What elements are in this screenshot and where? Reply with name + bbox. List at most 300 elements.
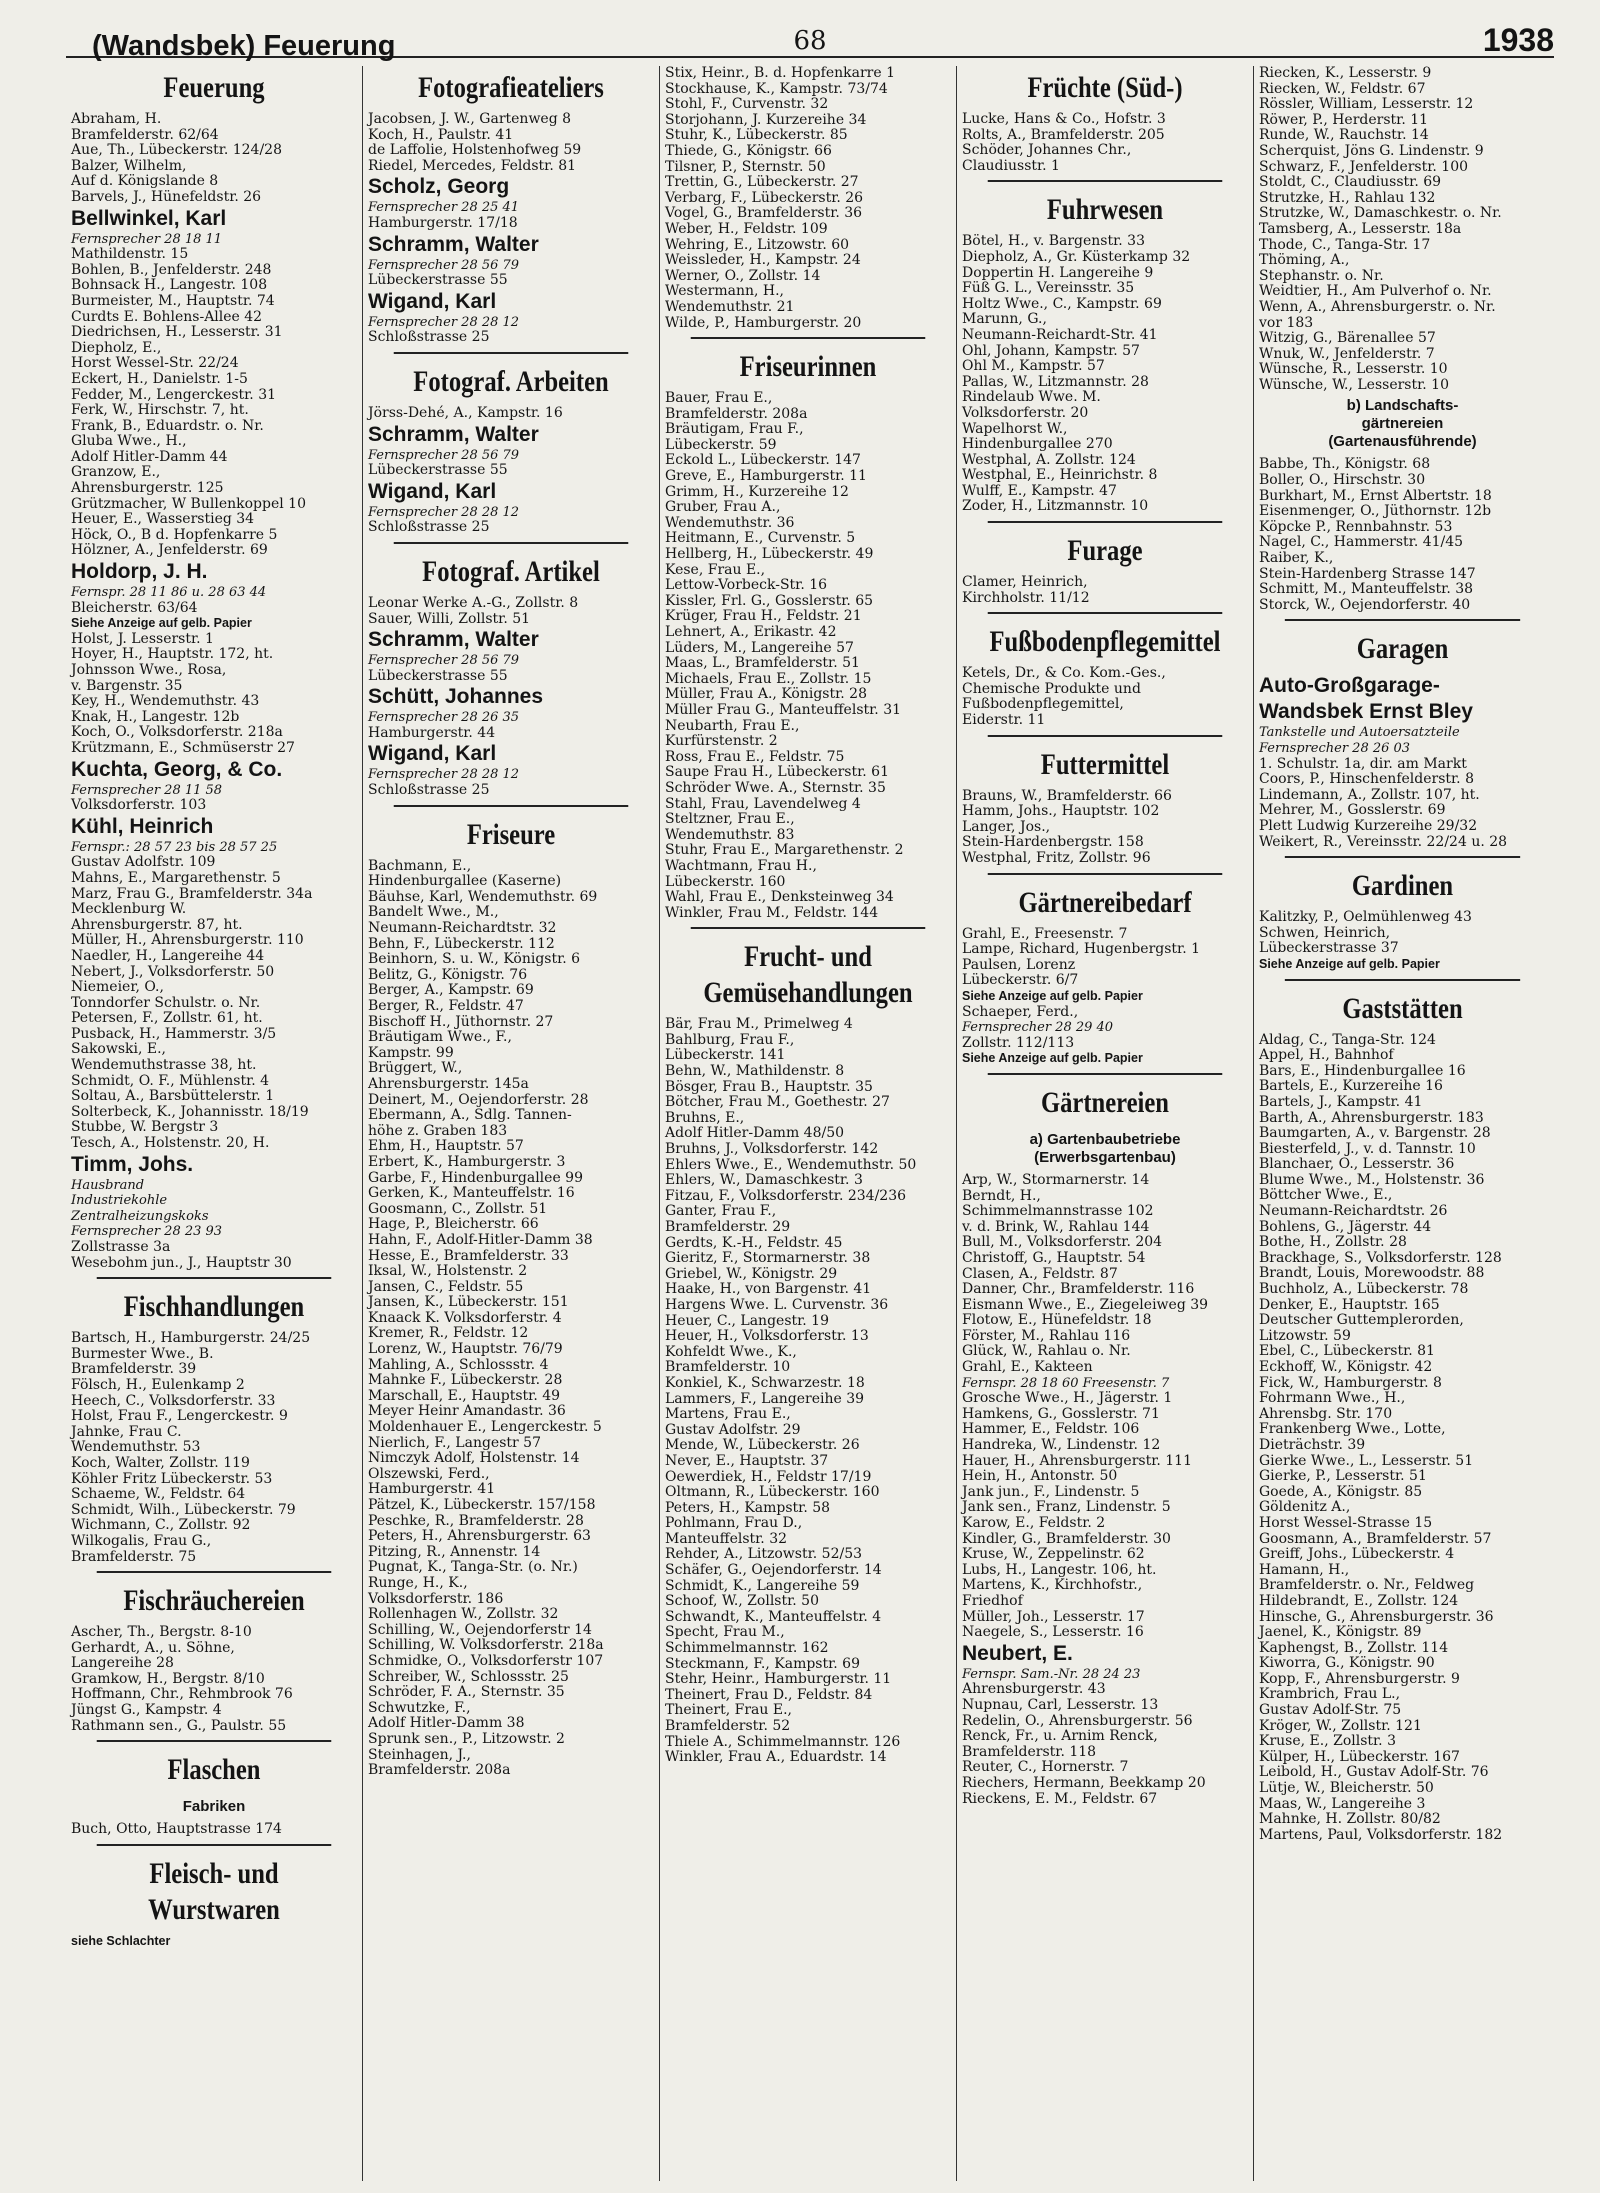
directory-entry: Schmidt, K., Langereihe 59 (665, 1577, 860, 1594)
section-subheading: Fabriken (182, 1798, 246, 1816)
section (368, 542, 654, 799)
directory-entry: Stuhr, Frau E., Margarethenstr. 2 (665, 842, 904, 859)
section (1259, 619, 1546, 850)
page-header (66, 16, 1554, 62)
directory-entry: Bachmann, E., Hindenburgallee (Kaserne) (368, 857, 562, 890)
directory-entry: Verbarg, F., Lübeckerstr. 26 (665, 189, 864, 206)
directory-entry: Gieritz, F., Stormarnerstr. 38 (665, 1250, 871, 1267)
section-heading: Fotograf. Artikel (394, 542, 629, 596)
directory-entry: Bräutigam Wwe., F., Kampstr. 99 (368, 1029, 512, 1061)
directory-entry: Bischoff H., Jüthornstr. 27 (368, 1013, 554, 1030)
directory-entry: Lehnert, A., Erikastr. 42 (665, 624, 837, 640)
directory-entry: Martens, Paul, Volksdorferstr. 182 (1259, 1826, 1503, 1843)
directory-entry: Jaenel, K., Königstr. 89 (1259, 1624, 1422, 1641)
directory-entry: Aue, Th., Lübeckerstr. 124/28 (71, 142, 282, 159)
featured-entry: Auto-Großgarage- Wandsbek Ernst Bley (1259, 674, 1473, 724)
directory-entry: Eismann Wwe., E., Ziegeleiweg 39 (962, 1296, 1209, 1313)
directory-entry: Diedrichsen, H., Lesserstr. 31 (71, 324, 283, 341)
directory-entry: Holst, Frau F., Lengerckestr. 9 (71, 1408, 288, 1425)
directory-entry: Garbe, F., Hindenburgallee 99 (368, 1169, 583, 1186)
directory-entry: Peschke, R., Bramfelderstr. 28 (368, 1512, 584, 1529)
directory-entry: Mende, W., Lübeckerstr. 26 (665, 1437, 860, 1454)
directory-entry: Thöming, A., Stephanstr. o. Nr. (1259, 252, 1384, 284)
directory-entry: Hamann, H., Bramfelderstr. o. Nr., Feldweg (1259, 1561, 1475, 1594)
directory-entry: Schmidt, O. F., Mühlenstr. 4 (71, 1072, 270, 1089)
directory-entry: Neubarth, Frau E., Kurfürstenstr. 2 (665, 717, 800, 750)
directory-entry: Hölzner, A., Jenfelderstr. 69 (71, 542, 268, 559)
section-heading: Fotograf. Arbeiten (394, 352, 629, 406)
directory-entry: Belitz, G., Königstr. 76 (368, 966, 528, 983)
directory-entry: Bohlen, B., Jenfelderstr. 248 (71, 261, 272, 278)
directory-entry: Lorenz, W., Hauptstr. 76/79 (368, 1341, 563, 1358)
directory-entry: Pusback, H., Hammerstr. 3/5 (71, 1025, 277, 1042)
directory-entry: Nimczyk Adolf, Holstenstr. 14 (368, 1450, 580, 1467)
directory-entry: Pugnat, K., Tanga-Str. (o. Nr.) (368, 1559, 578, 1576)
directory-entry: Key, H., Wendemuthstr. 43 (71, 693, 260, 710)
directory-entry: Maas, L., Bramfelderstr. 51 (665, 655, 860, 672)
directory-entry: Moldenhauer E., Lengerckestr. 5 (368, 1419, 602, 1436)
directory-entry: Bär, Frau M., Primelweg 4 (665, 1016, 853, 1033)
directory-entry: Grosche Wwe., H., Jägerstr. 1 (962, 1390, 1173, 1407)
directory-entry: Wulff, E., Kampstr. 47 (962, 482, 1117, 499)
directory-entry: Fölsch, H., Eulenkamp 2 (71, 1376, 245, 1393)
directory-entry: Eckhoff, W., Königstr. 42 (1259, 1359, 1433, 1375)
directory-entry: Zollstrasse 3a (71, 1239, 171, 1255)
directory-entry: Goosmann, C., Zollstr. 51 (368, 1200, 548, 1217)
directory-entry: Schwarz, F., Jenfelderstr. 100 (1259, 158, 1469, 175)
directory-entry: Riedel, Mercedes, Feldstr. 81 (368, 157, 577, 174)
section-heading: Flaschen (97, 1740, 332, 1794)
directory-entry: Runde, W., Rauchstr. 14 (1259, 127, 1429, 144)
directory-entry: Redelin, O., Ahrensburgerstr. 56 (962, 1712, 1193, 1729)
directory-entry: Aldag, C., Tanga-Str. 124 (1259, 1031, 1436, 1048)
directory-entry: Jansen, C., Feldstr. 55 (368, 1278, 524, 1295)
directory-entry: Coors, P., Hinschenfelderstr. 8 (1259, 771, 1474, 788)
directory-entry: Haake, H., von Bargenstr. 41 (665, 1281, 872, 1298)
directory-entry: Burmeister, M., Hauptstr. 74 (71, 292, 275, 309)
directory-entry: Fernsprecher 28 26 35 (368, 710, 520, 726)
directory-entry: Lütje, W., Bleicherstr. 50 (1259, 1780, 1434, 1797)
directory-entry: Pätzel, K., Lübeckerstr. 157/158 (368, 1497, 596, 1513)
directory-entry: Kröger, W., Zollstr. 121 (1259, 1717, 1422, 1734)
directory-entry: Eisenmenger, O., Jüthornstr. 12b (1259, 503, 1492, 520)
directory-entry: Hammer, E., Feldstr. 106 (962, 1421, 1140, 1438)
section-heading: Frucht- und Gemüsehandlungen (691, 927, 926, 1017)
directory-entry: Grahl, E., Freesenstr. 7 (962, 925, 1128, 942)
directory-entry: Stix, Heinr., B. d. Hopfenkarre 1 (665, 66, 895, 81)
directory-entry: Marschall, E., Hauptstr. 49 (368, 1387, 561, 1404)
directory-entry: Niemeier, O., Tonndorfer Schulstr. o. Nr. (71, 979, 261, 1011)
directory-entry: Marunn, G., Neumann-Reichardt-Str. 41 (962, 311, 1158, 343)
directory-entry: Brackhage, S., Volksdorferstr. 128 (1259, 1249, 1502, 1266)
directory-entry: Gruber, Frau A., Wendemuthstr. 36 (665, 499, 795, 531)
directory-entry: Schröder Wwe. A., Sternstr. 35 (665, 779, 886, 796)
directory-entry: Leonar Werke A.-G., Zollstr. 8 (368, 594, 579, 611)
directory-entry: Erbert, K., Hamburgerstr. 3 (368, 1153, 566, 1170)
directory-entry: Lammers, F., Langereihe 39 (665, 1390, 865, 1407)
directory-entry: Hesse, E., Bramfelderstr. 33 (368, 1247, 569, 1264)
directory-entry: Rindelaub Wwe. M. Volksdorferstr. 20 (962, 389, 1101, 421)
featured-entry: Kuchta, Georg, & Co. (71, 757, 283, 781)
directory-entry: Bruhns, E., Adolf Hitler-Damm 48/50 (665, 1109, 845, 1142)
featured-entry: Neubert, E. (962, 1641, 1073, 1665)
directory-entry: Weissleder, H., Kampstr. 24 (665, 252, 861, 269)
featured-entry: Schramm, Walter (368, 232, 539, 256)
featured-entry: Schramm, Walter (368, 422, 539, 446)
directory-entry: Bohlens, G., Jägerstr. 44 (1259, 1218, 1432, 1235)
directory-entry: Clamer, Heinrich, Kirchholstr. 11/12 (962, 574, 1090, 606)
directory-entry: Füß G. L., Vereinsstr. 35 (962, 280, 1135, 297)
column-1 (66, 66, 363, 2181)
section (368, 805, 654, 1779)
directory-entry: Lüders, M., Langereihe 57 (665, 639, 854, 656)
directory-entry: Johnsson Wwe., Rosa, v. Bargenstr. 35 (71, 662, 227, 694)
directory-entry: Buch, Otto, Hauptstrasse 174 (71, 1821, 282, 1838)
directory-entry: Danner, Chr., Bramfelderstr. 116 (962, 1281, 1195, 1298)
section-heading: Furage (988, 521, 1223, 575)
directory-entry: Wichmann, C., Zollstr. 92 (71, 1517, 251, 1534)
directory-entry: Flotow, E., Hünefeldstr. 18 (962, 1312, 1152, 1329)
column-4 (957, 66, 1254, 2181)
directory-entry: Peters, H., Kampstr. 58 (665, 1499, 831, 1516)
section-heading: Feuerung (163, 71, 265, 104)
directory-entry: Hauer, H., Ahrensburgerstr. 111 (962, 1452, 1192, 1469)
directory-entry: Lübeckerstrasse 55 (368, 462, 508, 479)
directory-entry: Runge, H., K., Volksdorferstr. 186 (368, 1574, 504, 1607)
directory-entry: Bruhns, J., Volksdorferstr. 142 (665, 1141, 879, 1158)
directory-entry: Förster, M., Rahlau 116 (962, 1327, 1131, 1344)
directory-entry: Solterbeck, K., Johannisstr. 18/19 (71, 1103, 309, 1120)
section-heading: Gaststätten (1285, 979, 1520, 1033)
directory-entry: Krüger, Frau H., Feldstr. 21 (665, 608, 862, 625)
section (962, 873, 1248, 1067)
column-3 (660, 66, 957, 2181)
directory-entry: Müller, Joh., Lesserstr. 17 (962, 1608, 1145, 1625)
directory-entry: Schwen, Heinrich, Lübeckerstrasse 37 (1259, 924, 1399, 957)
directory-entry: Goede, A., Königstr. 85 (1259, 1483, 1423, 1500)
directory-entry: Weber, H., Feldstr. 109 (665, 220, 828, 237)
directory-entry: Wahl, Frau E., Denksteinweg 34 (665, 889, 894, 906)
directory-entry: Steinhagen, J., Bramfelderstr. 208a (368, 1746, 511, 1779)
directory-entry: Hinsche, G., Ahrensburgerstr. 36 (1259, 1608, 1494, 1625)
directory-entry: Westphal, Fritz, Zollstr. 96 (962, 850, 1151, 866)
directory-entry: Lübeckerstrasse 55 (368, 667, 508, 684)
directory-entry: Bohnsack H., Langestr. 108 (71, 277, 268, 294)
directory-entry: Fernsprecher 28 28 12 (368, 767, 520, 783)
directory-entry: Maas, W., Langereihe 3 (1259, 1795, 1426, 1812)
directory-entry: Schilling, W., Oejendorferstr 14 (368, 1621, 592, 1638)
directory-entry: Stockhause, K., Kampstr. 73/74 (665, 80, 888, 97)
ad-note: siehe Schlachter (71, 1933, 171, 1948)
section (962, 521, 1248, 606)
directory-entry: Trettin, G., Lübeckerstr. 27 (665, 174, 859, 191)
section-heading: Fuhrwesen (988, 180, 1223, 234)
section (1259, 66, 1546, 393)
section-heading: Fischräuchereien (97, 1571, 332, 1625)
featured-entry: Schramm, Walter (368, 628, 539, 652)
section (368, 352, 654, 536)
column-5 (1254, 66, 1551, 2181)
directory-entry: Bleicherstr. 63/64 (71, 599, 198, 616)
directory-entry: Hamburgerstr. 17/18 (368, 214, 518, 231)
section-subheading: b) Landschafts- gärtnereien (Gartenausführende) (1328, 397, 1477, 451)
directory-entry: Jank jun., F., Lindenstr. 5 (962, 1483, 1140, 1500)
directory-entry: Lindemann, A., Zollstr. 107, ht. (1259, 786, 1480, 803)
featured-entry: Wigand, Karl (368, 289, 497, 313)
directory-entry: Ehlers Wwe., E., Wendemuthstr. 50 (665, 1156, 917, 1173)
directory-entry: Winkler, Frau M., Feldstr. 144 (665, 904, 879, 921)
directory-entry: Mehrer, M., Gosslerstr. 69 (1259, 802, 1446, 819)
directory-entry: Mecklenburg W. Ahrensburgerstr. 87, ht. (71, 901, 243, 933)
directory-entry: Fick, W., Hamburgerstr. 8 (1259, 1374, 1442, 1391)
directory-entry: Fernspr. 28 11 86 u. 28 63 44 (71, 585, 267, 601)
featured-entry: Holdorp, J. H. (71, 560, 208, 584)
directory-entry: Wachtmann, Frau H., Lübeckerstr. 160 (665, 857, 817, 890)
directory-entry: v. d. Brink, W., Rahlau 144 (962, 1218, 1150, 1235)
directory-entry: Kopp, F., Ahrensburgerstr. 9 (1259, 1670, 1460, 1687)
directory-entry: Saupe Frau H., Lübeckerstr. 61 (665, 764, 889, 781)
directory-entry: Grützmacher, W Bullenkoppel 10 (71, 495, 306, 512)
directory-entry: Gerhardt, A., u. Söhne, Langereihe 28 (71, 1639, 235, 1672)
directory-entry: Schreiber, W., Schlossstr. 25 (368, 1668, 569, 1685)
directory-entry: Sauer, Willi, Zollstr. 51 (368, 610, 531, 627)
directory-entry: Schaeme, W., Feldstr. 64 (71, 1486, 246, 1503)
directory-entry: Storck, W., Oejendorferstr. 40 (1259, 596, 1471, 613)
directory-entry: Eckert, H., Danielstr. 1-5 (71, 370, 248, 387)
directory-entry: Kiworra, G., Königstr. 90 (1259, 1655, 1435, 1672)
directory-entry: Steltzner, Frau E., Wendemuthstr. 83 (665, 811, 795, 843)
directory-entry: Tesch, A., Holstenstr. 20, H. (71, 1135, 270, 1152)
directory-entry: Paulsen, Lorenz Lübeckerstr. 6/7 (962, 956, 1079, 989)
directory-entry: Grimm, H., Kurzereihe 12 (665, 483, 849, 500)
directory-entry: Diepholz, E., Horst Wessel-Str. 22/24 (71, 339, 239, 372)
directory-entry: Kruse, W., Zeppelinstr. 62 (962, 1546, 1145, 1563)
directory-entry: Denker, E., Hauptstr. 165 (1259, 1296, 1440, 1313)
directory-entry: Martens, Frau E., Gustav Adolfstr. 29 (665, 1406, 801, 1438)
directory-entry: Thode, C., Tanga-Str. 17 (1259, 236, 1431, 253)
directory-entry: Curdts E. Bohlens-Allee 42 (71, 308, 263, 325)
directory-entry: Lucke, Hans & Co., Hofstr. 3 (962, 111, 1166, 127)
section (71, 1277, 357, 1565)
directory-entry: Gierke Wwe., L., Lesserstr. 51 (1259, 1452, 1474, 1469)
directory-entry: Schmidt, Wilh., Lübeckerstr. 79 (71, 1501, 296, 1518)
section (962, 66, 1248, 174)
directory-entry: Burmester Wwe., B. Bramfelderstr. 39 (71, 1345, 214, 1378)
directory-entry: Hamkens, G., Gosslerstr. 71 (962, 1405, 1160, 1422)
directory-entry: Berndt, H., Schimmelmannstrasse 102 (962, 1187, 1154, 1220)
directory-entry: Hage, P., Bleicherstr. 66 (368, 1216, 539, 1233)
directory-entry: Granzow, E., Ahrensburgerstr. 125 (71, 464, 224, 497)
section (368, 66, 654, 346)
directory-entry: Kalitzky, P., Oelmühlenweg 43 (1259, 909, 1472, 926)
directory-entry: Külper, H., Lübeckerstr. 167 (1259, 1748, 1460, 1765)
directory-entry: Plett Ludwig Kurzereihe 29/32 (1259, 817, 1478, 834)
directory-entry: Schmitt, M., Manteuffelstr. 38 (1259, 581, 1474, 598)
directory-entry: Kindler, G., Bramfelderstr. 30 (962, 1530, 1171, 1547)
directory-entry: Burkhart, M., Ernst Albertstr. 18 (1259, 487, 1492, 504)
directory-entry: Boller, O., Hirschstr. 30 (1259, 472, 1426, 489)
directory-entry: Riecken, K., Lesserstr. 9 (1259, 66, 1432, 81)
directory-entry: Fernsprecher 28 56 79 (368, 447, 520, 463)
directory-entry: Ohl, Johann, Kampstr. 57 (962, 342, 1140, 359)
directory-entry: Gustav Adolfstr. 109 (71, 854, 216, 871)
directory-entry: Tilsner, P., Sternstr. 50 (665, 158, 826, 175)
directory-entry: Iksal, W., Holstenstr. 2 (368, 1263, 528, 1280)
directory-entry: Westphal, E., Heinrichstr. 8 (962, 467, 1158, 484)
directory-entry: Kese, Frau E., Lettow-Vorbeck-Str. 16 (665, 561, 828, 594)
directory-entry: Fohrmann Wwe., H., Ahrensbg. Str. 170 (1259, 1390, 1406, 1422)
directory-entry: Zoder, H., Litzmannstr. 10 (962, 498, 1149, 515)
directory-entry: Müller, H., Ahrensburgerstr. 110 (71, 932, 304, 949)
directory-entry: Lübeckerstrasse 55 (368, 272, 508, 289)
directory-entry: Oltmann, R., Lübeckerstr. 160 (665, 1484, 880, 1501)
directory-entry: Theinert, Frau D., Feldstr. 84 (665, 1686, 873, 1703)
directory-entry: Bauer, Frau E., Bramfelderstr. 208a (665, 390, 808, 422)
directory-entry: Deinert, M., Oejendorferstr. 28 (368, 1091, 589, 1108)
directory-entry: Koch, H., Paulstr. 41 (368, 126, 514, 143)
directory-entry: Müller Frau G., Manteuffelstr. 31 (665, 701, 902, 718)
directory-entry: Fernspr.: 28 57 23 bis 28 57 25 (71, 839, 278, 855)
directory-entry: Rieckens, E. M., Feldstr. 67 (962, 1790, 1158, 1807)
directory-entry: Jank sen., Franz, Lindenstr. 5 (962, 1499, 1171, 1516)
directory-entry: Brandt, Louis, Morewoodstr. 88 (1259, 1265, 1485, 1282)
directory-entry: Buchholz, A., Lübeckerstr. 78 (1259, 1281, 1469, 1298)
directory-entry: Schloßstrasse 25 (368, 329, 490, 346)
directory-entry: Hamm, Johs., Hauptstr. 102 (962, 803, 1160, 820)
directory-entry: Jansen, K., Lübeckerstr. 151 (368, 1294, 569, 1311)
columns (66, 66, 1554, 2181)
directory-entry: Kohfeldt Wwe., K., Bramfelderstr. 10 (665, 1343, 797, 1376)
directory-entry: Eckold L., Lübeckerstr. 147 (665, 452, 861, 469)
directory-entry: Clasen, A., Feldstr. 87 (962, 1265, 1118, 1282)
directory-entry: Konkiel, K., Schwarzestr. 18 (665, 1374, 865, 1391)
section (665, 927, 951, 1766)
directory-entry: Sprunk sen., P., Litzowstr. 2 (368, 1730, 565, 1747)
directory-entry: Stubbe, W. Bergstr 3 (71, 1119, 219, 1136)
directory-entry: de Laffolie, Holstenhofweg 59 (368, 142, 582, 159)
section (71, 1844, 357, 1950)
directory-entry: Schwandt, K., Manteuffelstr. 4 (665, 1608, 882, 1625)
ad-note: Siehe Anzeige auf gelb. Papier (962, 988, 1143, 1003)
directory-entry: Bars, E., Hindenburgallee 16 (1259, 1062, 1466, 1079)
directory-entry: Fernspr. Sam.-Nr. 28 24 23 (962, 1666, 1141, 1682)
directory-entry: Ahrensburgerstr. 43 (962, 1681, 1106, 1698)
directory-entry: Barth, A., Ahrensburgerstr. 183 (1259, 1109, 1484, 1126)
directory-entry: Goosmann, A., Bramfelderstr. 57 (1259, 1530, 1492, 1547)
directory-entry: Beinhorn, S. u. W., Königstr. 6 (368, 951, 581, 968)
directory-entry: Weikert, R., Vereinsstr. 22/24 u. 28 (1259, 833, 1508, 850)
directory-entry: Barvels, J., Hünefeldstr. 26 (71, 188, 262, 205)
directory-entry: Koch, Walter, Zollstr. 119 (71, 1454, 250, 1471)
directory-entry: Nagel, C., Hammerstr. 41/45 (1259, 534, 1464, 551)
directory-entry: Handreka, W., Lindenstr. 12 (962, 1437, 1161, 1454)
directory-entry: Werner, O., Zollstr. 14 (665, 267, 821, 284)
directory-entry: Stohl, F., Curvenstr. 32 (665, 96, 829, 113)
directory-entry: Bothe, H., Zollstr. 28 (1259, 1234, 1407, 1251)
directory-entry: Schöder, Johannes Chr., Claudiusstr. 1 (962, 142, 1132, 174)
directory-entry: Jüngst G., Kampstr. 4 (71, 1702, 222, 1719)
directory-entry: Fernsprecher 28 28 12 (368, 504, 520, 520)
directory-entry: Fitzau, F., Volksdorferstr. 234/236 (665, 1187, 907, 1204)
directory-entry: Krambrich, Frau L., Gustav Adolf-Str. 75 (1259, 1686, 1402, 1719)
directory-entry: Balzer, Wilhelm, Auf d. Königslande 8 (71, 157, 219, 190)
directory-entry: Doppertin H. Langereihe 9 (962, 264, 1154, 281)
directory-entry: Ross, Frau E., Feldstr. 75 (665, 748, 845, 765)
directory-entry: Scherquist, Jöns G. Lindenstr. 9 (1259, 142, 1484, 159)
directory-entry: Bull, M., Volksdorferstr. 204 (962, 1234, 1163, 1251)
directory-entry: Schoof, W., Zollstr. 50 (665, 1593, 819, 1610)
directory-entry: Glück, W., Rahlau o. Nr. (962, 1343, 1131, 1360)
directory-entry: Gramkow, H., Bergstr. 8/10 (71, 1670, 265, 1687)
directory-entry: Baumgarten, A., v. Bargenstr. 28 (1259, 1125, 1491, 1142)
section (962, 180, 1248, 515)
directory-entry: Heuer, E., Wasserstieg 34 (71, 511, 255, 528)
directory-entry: Stuhr, K., Lübeckerstr. 85 (665, 127, 848, 144)
featured-entry: Schütt, Johannes (368, 685, 544, 709)
directory-entry: Jacobsen, J. W., Gartenweg 8 (368, 111, 572, 127)
directory-entry: Ehm, H., Hauptstr. 57 (368, 1138, 524, 1155)
directory-entry: Strutzke, W., Damaschkestr. o. Nr. (1259, 205, 1502, 222)
directory-entry: Gierke, P., Lesserstr. 51 (1259, 1468, 1427, 1485)
directory-entry: Fernsprecher 28 25 41 (368, 200, 520, 216)
section-heading: Futtermittel (988, 735, 1223, 789)
directory-entry: Heuer, H., Volksdorferstr. 13 (665, 1328, 869, 1345)
directory-entry: Bahlburg, Frau F., Lübeckerstr. 141 (665, 1031, 795, 1064)
directory-entry: Gerken, K., Manteuffelstr. 16 (368, 1185, 575, 1202)
running-head: (Wandsbek) Feuerung (92, 30, 396, 62)
section (1259, 856, 1546, 972)
directory-entry: Blume Wwe., M., Holstenstr. 36 (1259, 1171, 1485, 1188)
directory-entry: Schaeper, Ferd., (962, 1003, 1079, 1020)
directory-entry: Appel, H., Bahnhof (1259, 1047, 1394, 1064)
directory-entry: Mahling, A., Schlossstr. 4 (368, 1356, 549, 1373)
directory-entry: Hargens Wwe. L. Curvenstr. 36 (665, 1296, 889, 1313)
directory-entry: Schäfer, G., Oejendorferstr. 14 (665, 1562, 882, 1579)
section-heading: Friseurinnen (691, 337, 926, 391)
directory-entry: Strutzke, H., Rahlau 132 (1259, 189, 1436, 206)
section (962, 1073, 1248, 1807)
directory-entry: Deutscher Guttemplerorden, Litzowstr. 59 (1259, 1312, 1464, 1344)
directory-entry: Steckmann, F., Kampstr. 69 (665, 1655, 860, 1672)
directory-entry: Fernsprecher 28 18 11 (71, 231, 223, 247)
directory-entry: Hoyer, H., Hauptstr. 172, ht. (71, 646, 274, 663)
directory-entry: Heitmann, E., Curvenstr. 5 (665, 530, 856, 547)
directory-entry: Hamburgerstr. 44 (368, 724, 496, 741)
directory-entry: Behn, F., Lübeckerstr. 112 (368, 935, 555, 952)
directory-entry: Nupnau, Carl, Lesserstr. 13 (962, 1696, 1159, 1713)
directory-entry: Schloßstrasse 25 (368, 519, 490, 536)
directory-entry: Bräutigam, Frau F., Lübeckerstr. 59 (665, 421, 804, 453)
directory-entry: Bäuhse, Karl, Wendemuthstr. 69 (368, 888, 598, 905)
directory-entry: Holtz Wwe., C., Kampstr. 69 (962, 295, 1162, 312)
directory-entry: Brauns, W., Bramfelderstr. 66 (962, 787, 1172, 804)
directory-entry: Fernsprecher 28 56 79 (368, 653, 520, 669)
featured-entry: Timm, Johs. (71, 1152, 194, 1176)
directory-entry: Holst, J. Lesserstr. 1 (71, 630, 214, 647)
directory-entry: Petersen, F., Zollstr. 61, ht. (71, 1010, 263, 1027)
directory-entry: Storjohann, J. Kurzereihe 34 (665, 111, 867, 128)
directory-entry: Koch, O., Volksdorferstr. 218a (71, 724, 283, 741)
section (665, 66, 951, 331)
directory-entry: Ganter, Frau F., Bramfelderstr. 29 (665, 1203, 791, 1235)
directory-entry: Leibold, H., Gustav Adolf-Str. 76 (1259, 1764, 1489, 1781)
section (1259, 397, 1546, 613)
directory-entry: Bartsch, H., Hamburgerstr. 24/25 (71, 1330, 311, 1347)
directory-entry: Soltau, A., Barsbüttelerstr. 1 (71, 1088, 275, 1105)
featured-entry: Wigand, Karl (368, 742, 497, 766)
section (1259, 979, 1546, 1844)
directory-entry: Jörss-Dehé, A., Kampstr. 16 (368, 404, 563, 421)
